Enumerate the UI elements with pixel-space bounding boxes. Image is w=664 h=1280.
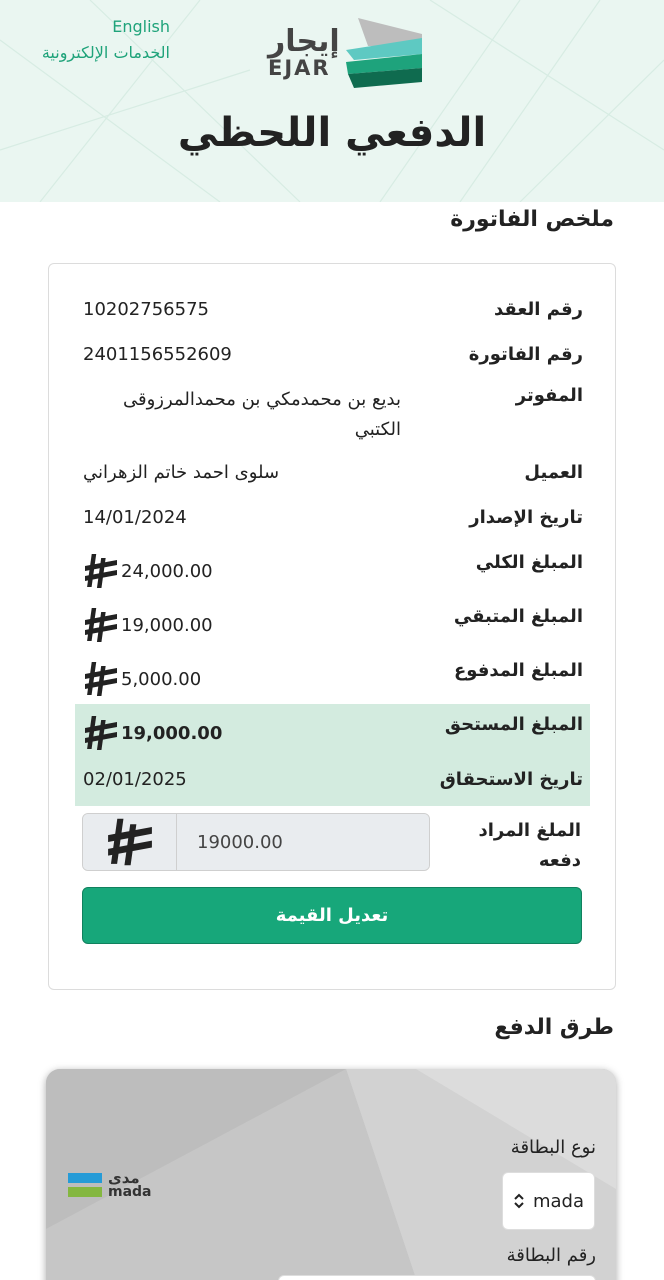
row-label: المفوتر [515,385,583,406]
card-number-label: رقم البطاقة [506,1245,596,1266]
row-label: تاريخ الإصدار [469,507,583,528]
chevron-updown-icon [513,1192,525,1210]
row-paid-amount [83,660,583,700]
row-value: 14/01/2024 [83,507,187,528]
row-value [83,606,213,644]
logo-english-text: EJAR [268,56,331,80]
mada-bars [68,1171,102,1199]
card-type-value: mada [532,1190,585,1212]
row-label: رقم الفاتورة [468,344,583,365]
row-value [83,660,201,698]
row-label: المبلغ المدفوع [453,660,583,681]
row-customer [83,462,583,502]
payment-methods-title: طرق الدفع [494,1015,614,1040]
page-title: الدفعي اللحظي [177,110,487,156]
payment-card-panel [46,1069,616,1280]
pay-amount-label: الملغ المراد دفعه [478,820,581,871]
edit-amount-button[interactable]: تعديل القيمة [82,887,582,944]
row-value [83,552,213,590]
pay-amount-field [82,813,430,871]
row-invoice-number [83,344,583,384]
invoice-summary-card [48,263,616,990]
amount-text: 19,000.00 [121,722,223,744]
row-value: 2401156552609 [83,344,232,365]
row-label: رقم العقد [494,299,583,320]
language-links [42,14,170,66]
mada-logo [68,1171,158,1201]
row-due-date [83,769,583,809]
card-number-input[interactable] [278,1275,596,1280]
card-type-select[interactable] [502,1172,595,1230]
row-value: 02/01/2025 [83,769,187,790]
english-link[interactable]: English [112,17,170,36]
row-total-amount [83,552,583,592]
row-label: المبلغ الكلي [475,552,583,573]
ejar-logo[interactable] [262,16,424,92]
row-value: 10202756575 [83,299,209,320]
riyal-icon [105,816,155,868]
page-header [0,0,664,202]
card-type-label: نوع البطاقة [510,1137,596,1158]
row-due-amount [83,714,583,754]
currency-addon [83,814,177,870]
row-label: المبلغ المتبقي [453,606,583,627]
riyal-icon [83,552,119,590]
eservices-link[interactable]: الخدمات الإلكترونية [41,43,170,62]
logo-arabic-text: إيجار [268,24,340,59]
row-label: العميل [524,462,583,483]
riyal-icon [83,660,119,698]
row-issue-date [83,507,583,547]
row-label: المبلغ المستحق [444,714,583,735]
row-value: سلوى احمد خاتم الزهراني [83,462,280,483]
mada-arabic-text: مدى [108,1169,140,1187]
row-remaining-amount [83,606,583,646]
riyal-icon [83,714,119,752]
mada-english-text: mada [108,1184,152,1200]
amount-text: 19,000.00 [121,614,213,636]
row-contract-number [83,299,583,339]
riyal-icon [83,606,119,644]
row-biller [83,385,583,445]
amount-text: 24,000.00 [121,560,213,582]
ejar-logo-icon [344,16,424,92]
pay-amount-input[interactable] [179,814,429,870]
row-value: بديع بن محمدمكي بن محمدالمرزوقى الكتبي [123,389,401,440]
invoice-summary-title: ملخص الفاتورة [450,207,614,232]
row-value [83,714,222,752]
amount-text: 5,000.00 [121,668,202,690]
row-label: تاريخ الاستحقاق [439,769,583,790]
